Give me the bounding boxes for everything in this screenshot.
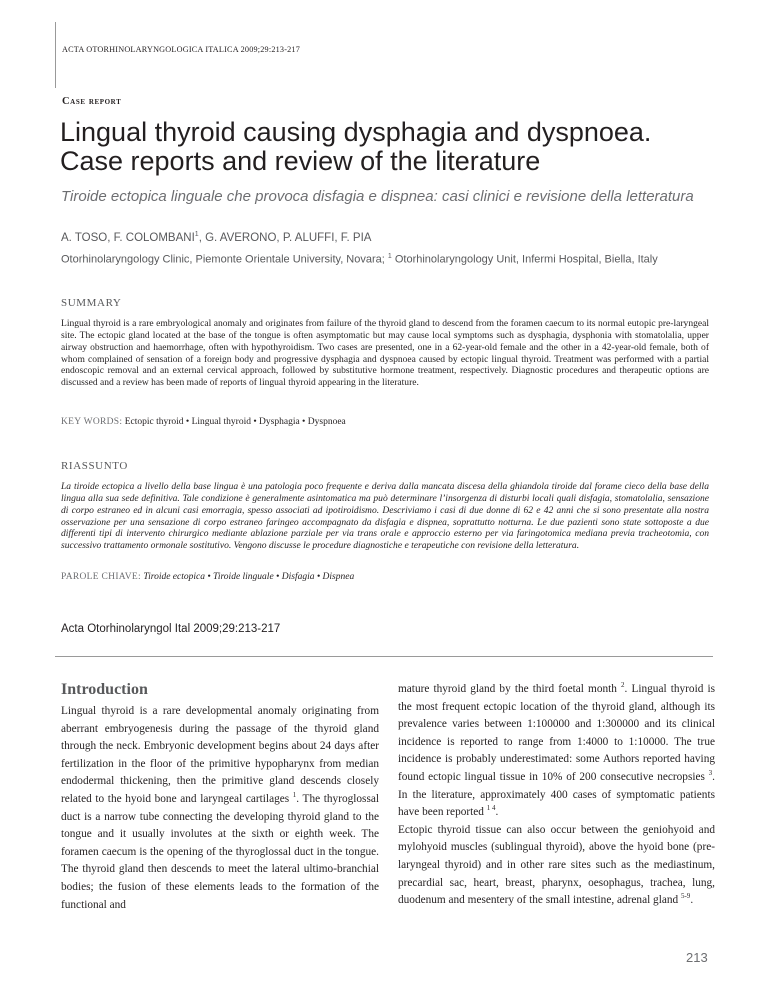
keywords [61,417,346,427]
body-column-right [398,681,715,910]
introduction-heading: Introduction [61,681,148,698]
authors-names-rest: , G. AVERONO, P. ALUFFI, F. PIA [198,231,372,244]
intro-left-text-b: . The thyroglossal duct is a narrow tube connecting the developing thyroid gland to the tongue and it usually involutes at the sixth or eighth week. The foramen caecum is the opening of the thyroglossal duct in the tongue. The thyroid gland then descends to meet the lateral ultimo-branchial bodies; the fusion of these elements leads to the formation of the functional and [61,792,379,911]
intro-right-text-d: . [495,806,499,819]
citation-line: Acta Otorhinolaryngol Ital 2009;29:213-217 [61,623,281,635]
keywords-label: KEY WORDS: [61,417,123,427]
intro-right-text-c: . In the literature, approximately 400 cases of symptomatic patients have been reported [398,770,715,819]
intro-right-text-f: . [690,894,694,907]
riassunto-text: La tiroide ectopica a livello della base lingua è una patologia poco frequente e deriva dalla mancata discesa della ghiandola tiroide dal forame cieco della base della lingua alla sua sede definitiva. Tale condizione è generalmente asintomatica ma può determinare l’insorgenza di disturbi locali quali disfagia, stomatolalia, sensazione di corpo estraneo ed in alcuni casi emorragia, spesso associati ad ipotiroidismo. Descriviamo i casi di due donne di 62 e 42 anni che si sono presentate alla nostra osservazione per una sensazione di corpo estraneo faringeo accompagnato da disfagia e dispnea, soprattutto notturna. Le due pazienti sono state sottoposte a due differenti tipi di intervento chirurgico mediante ablazione parziale per via trans orale e approccio esterno per via faringotomica mediana previa tracheotomia, con successivo trattamento ormonale sostitutivo. Vengono discusse le procedure diagnostiche e terapeutiche con revisione della letteratura. [61,481,709,552]
article-title: Lingual thyroid causing dysphagia and dyspnoea. Case reports and review of the literature [60,117,652,176]
summary-text: Lingual thyroid is a rare embryological anomaly and originates from failure of the thyroid gland to descend from the foramen caecum to its normal eutopic pre-laryngeal site. The ectopic gland located at the base of the tongue is often asymptomatic but may cause local symptoms such as dysphagia, dysphonia with stomatolalia, upper airway obstruction and haemorrhage, often with hypothyroidism. Two cases are presented, one in a 62-year-old female and the other in a 42-year-old female, both of whom complained of sensation of a foreign body and progressive dysphagia and dyspnoea caused by ectopic lingual thyroid. Treatment was performed with a partial endoscopic removal and an external cervical approach, followed by substitutive hormone treatment, respectively. Diagnostic procedures and therapeutic options are discussed and a review has been made of reports of lingual thyroid appearing in the literature. [61,318,709,389]
reference-1-4: 1 4 [486,804,496,813]
summary-heading: SUMMARY [61,297,122,309]
author-list [61,231,371,244]
section-divider [55,656,713,657]
journal-header: ACTA OTORHINOLARYNGOLOGICA ITALICA 2009;29:213-217 [62,45,301,54]
parole-chiave-label: PAROLE CHIAVE: [61,572,141,582]
intro-left-text-a: Lingual thyroid is a rare developmental anomaly originating from aberrant embryogenesis during the passage of the thyroid gland through the neck. Embryonic development begins about 24 days after fertilization in the floor of the primitive hypopharynx from median endodermal thickening, then the primitive gland descends closely related to the hyoid bone and laryngeal cartilages [61,705,379,805]
keywords-text: Ectopic thyroid • Lingual thyroid • Dysphagia • Dyspnoea [122,417,346,427]
reference-3: 3 [708,769,713,778]
header-rule [55,22,56,88]
body-column-left [61,703,379,914]
riassunto-heading: RIASSUNTO [61,460,128,472]
page-number: 213 [686,950,708,965]
intro-right-text-b: . Lingual thyroid is the most frequent ectopic location of the thyroid gland, although its prevalence varies between 1:100000 and 1:300000 and its clinical incidence is reported to range from 1:4000 to 1:10000. The true incidence is probably underestimated: some Authors reported having found ectopic lingual tissue in 10% of 200 consecutive necropsies [398,683,715,783]
intro-right-text-a: mature thyroid gland by the third foetal month [398,683,622,695]
affiliation-superscript: 1 [387,253,392,260]
reference-1: 1 [292,791,297,800]
authors-superscript: 1 [194,231,199,238]
affiliation [61,249,701,268]
authors-names: A. TOSO, F. COLOMBANI [61,231,195,244]
reference-5-9: 5-9 [680,892,691,901]
affiliation-part-a: Otorhinolaryngology Clinic, Piemonte Orientale University, Novara; [61,253,388,266]
affiliation-part-b: Otorhinolaryngology Unit, Infermi Hospital, Biella, Italy [391,253,658,266]
parole-chiave [61,572,354,582]
section-label: Case report [62,96,122,107]
intro-right-text-e: Ectopic thyroid tissue can also occur between the geniohyoid and mylohyoid muscles (sublingual thyroid), above the hyoid bone (pre-laryngeal thyroid) and in other rare sites such as the mediastinum, precardial sac, heart, breast, pharynx, oesophagus, trachea, lung, duodenum and mesentery of the small intestine, adrenal gland [398,823,715,907]
reference-2: 2 [621,681,625,690]
article-title-italian: Tiroide ectopica linguale che provoca disfagia e dispnea: casi clinici e revisione della letteratura [61,188,694,205]
parole-chiave-text: Tiroide ectopica • Tiroide linguale • Disfagia • Dispnea [140,572,355,582]
